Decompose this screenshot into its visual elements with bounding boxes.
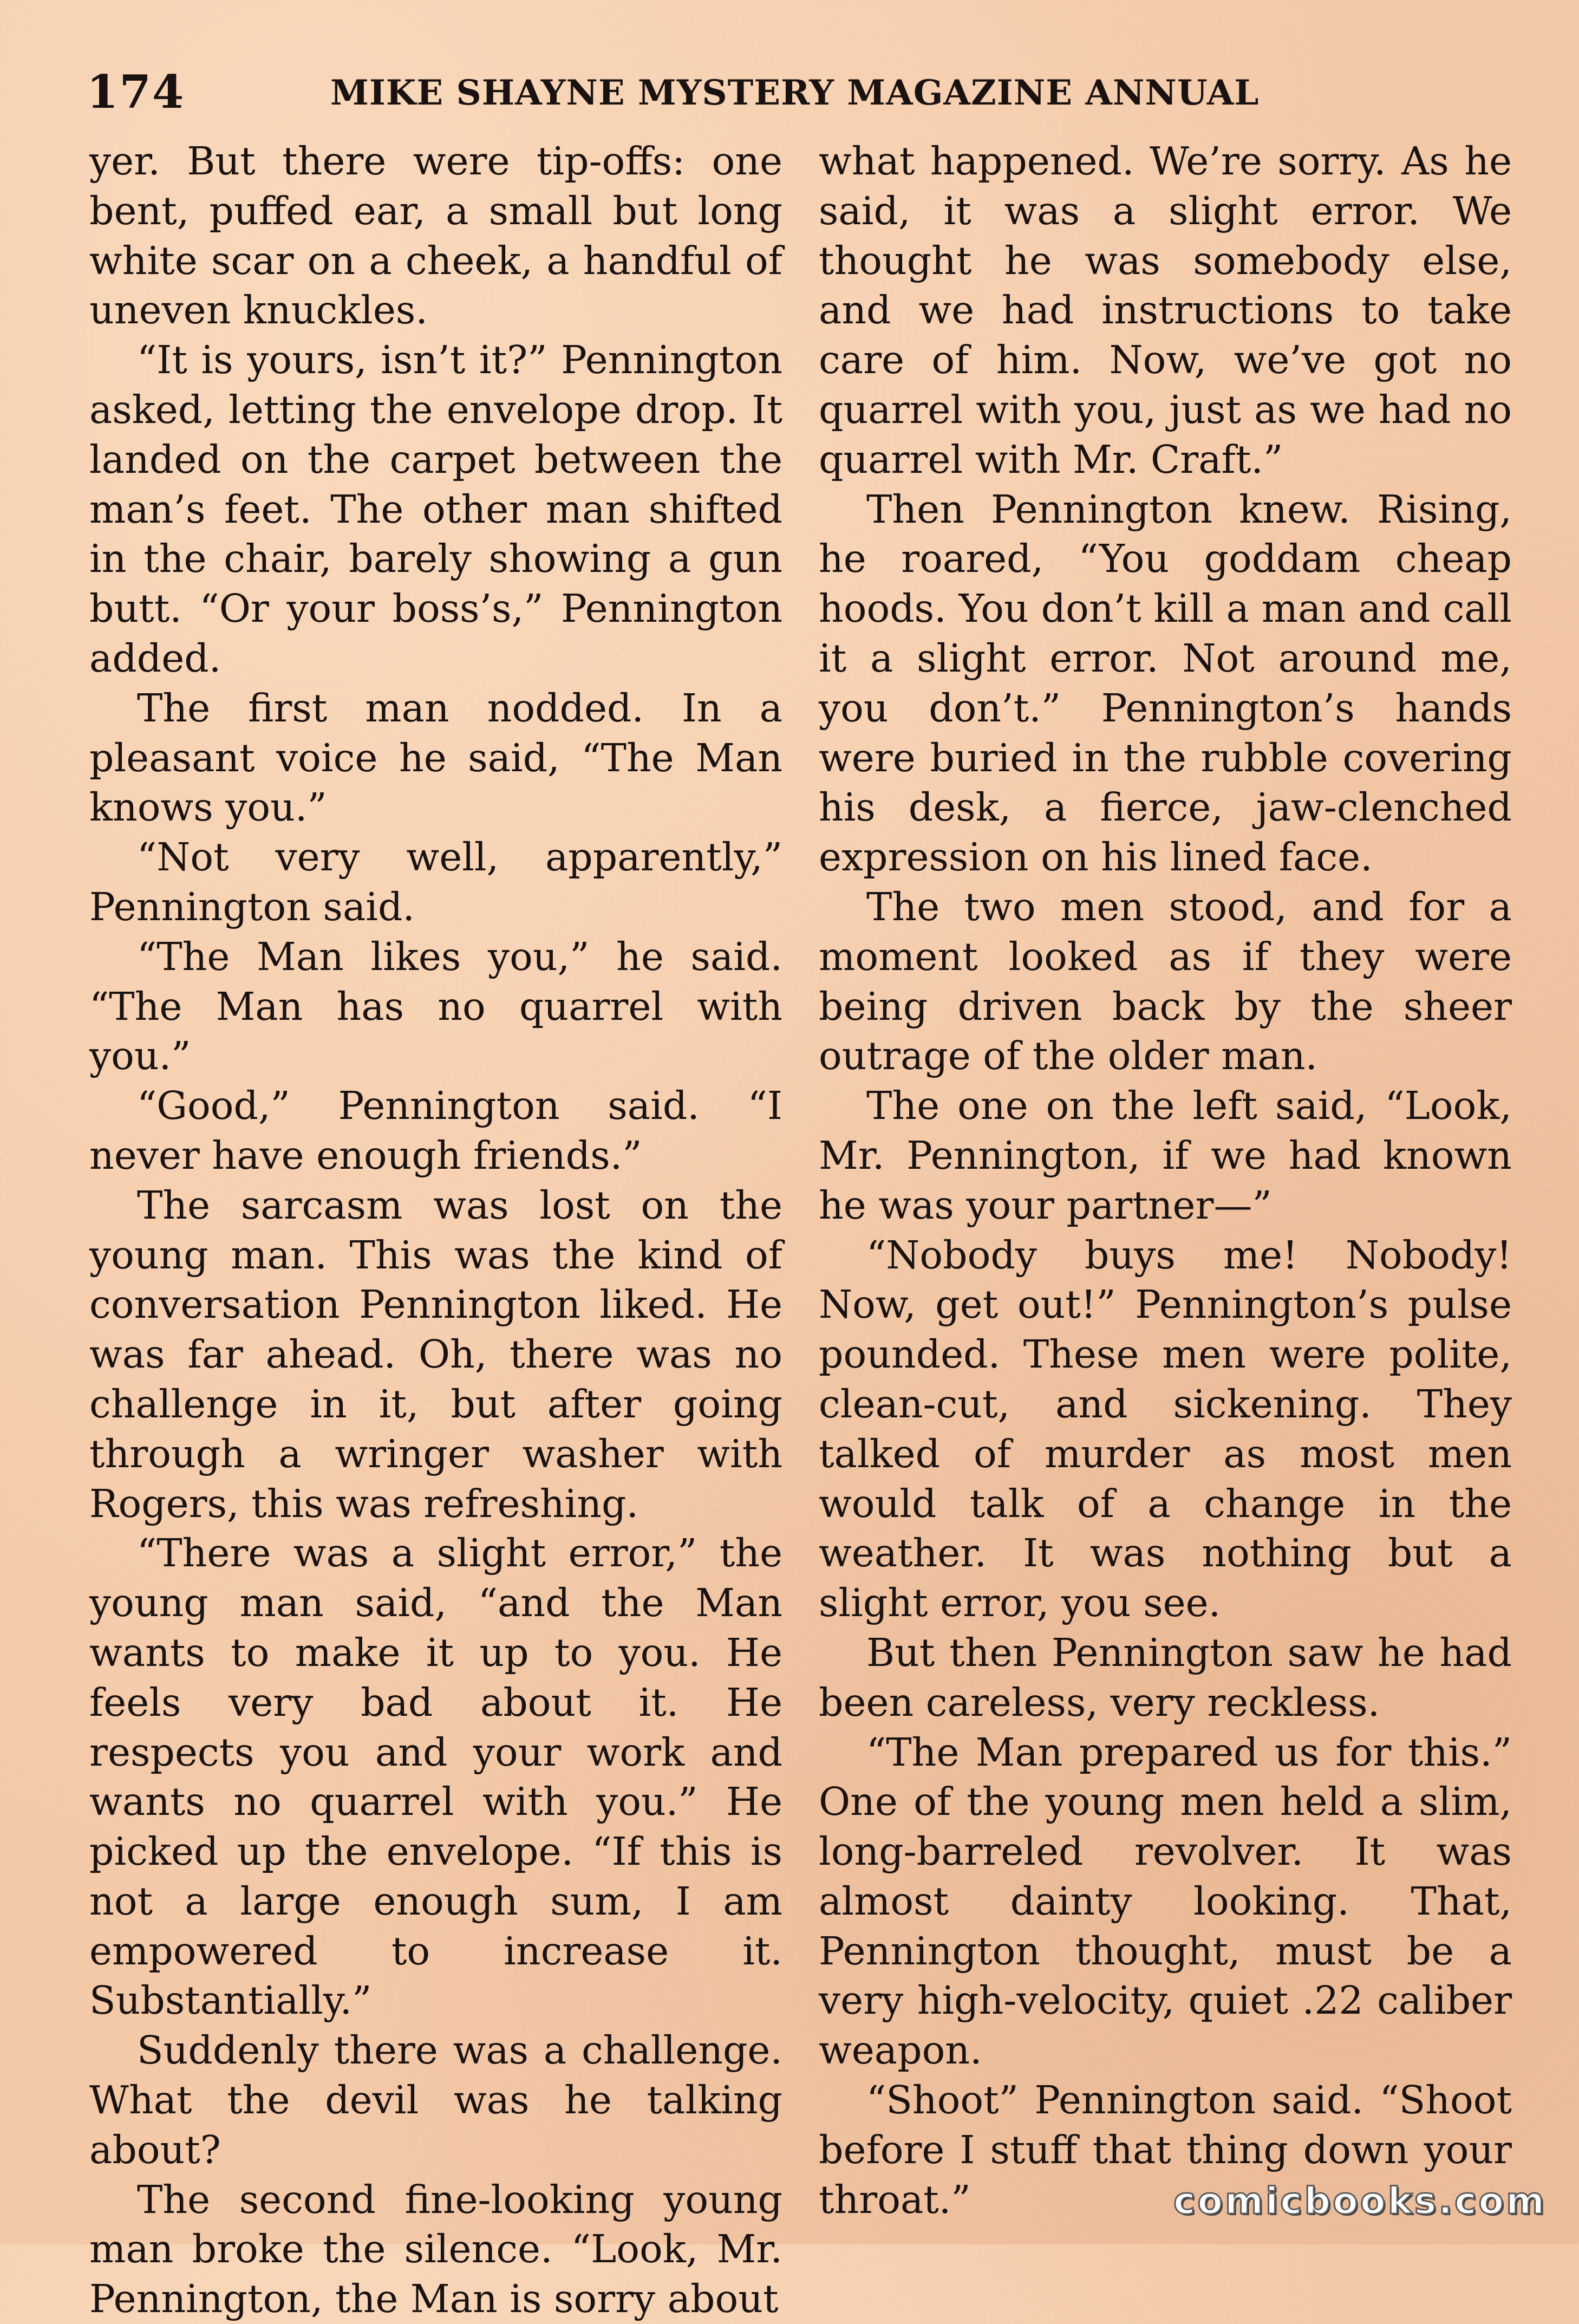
paragraph: Suddenly there was a challenge. What the devil was he talking about?: [89, 2028, 782, 2172]
paragraph: “There was a slight error,” the young man said, “and the Man wants to make it up to you. He feels very bad about it. He respects you and your work and wants no quarrel with you.” He picked up the envelope. “If this is not a large enough sum, I am empowered to increase it. Substantially.”: [89, 1531, 782, 2023]
paragraph: The two men stood, and for a moment looked as if they were being driven back by the sheer outrage of the older man.: [819, 884, 1512, 1079]
paragraph: “Not very well, apparently,” Pennington said.: [89, 835, 782, 929]
paragraph: The first man nodded. In a pleasant voice he said, “The Man knows you.”: [89, 685, 782, 830]
paragraph: what happened. We’re sorry. As he said, it was a slight error. We thought he was somebody else, and we had instructions to take care of him. Now, we’ve got no quarrel with you, just as we had no quarrel with Mr. Craft.”: [819, 139, 1512, 482]
paragraph: “Nobody buys me! Nobody! Now, get out!” Pennington’s pulse pounded. These men were polite, clean-cut, and sickening. They talked of murder as most men would talk of a change in the weather. It was nothing but a slight error, you see.: [819, 1232, 1512, 1626]
left-text-column: [89, 136, 782, 2324]
paragraph: The one on the left said, “Look, Mr. Pennington, if we had known he was your partner—”: [819, 1083, 1512, 1228]
paragraph: yer. But there were tip-offs: one bent, puffed ear, a small but long white scar on a cheek, a handful of uneven knuckles.: [89, 139, 782, 333]
paragraph: “It is yours, isn’t it?” Pennington asked, letting the envelope drop. It landed on the carpet between the man’s feet. The other man shifted in the chair, barely showing a gun butt. “Or your boss’s,” Pennington added.: [89, 337, 782, 681]
paragraph: “Shoot” Pennington said. “Shoot before I stuff that thing down your throat.”: [819, 2078, 1512, 2222]
paragraph: The sarcasm was lost on the young man. This was the kind of conversation Pennington liked. He was far ahead. Oh, there was no challenge in it, but after going through a wringer washer with Rogers, this was refreshing.: [89, 1182, 782, 1526]
paragraph: But then Pennington saw he had been careless, very reckless.: [819, 1630, 1512, 1725]
paragraph: Then Pennington knew. Rising, he roared, “You goddam cheap hoods. You don’t kill a man and call it a slight error. Not around me, you don’t.” Pennington’s hands were buried in the rubble covering his desk, a fierce, jaw-clenched expression on his lined face.: [819, 486, 1512, 880]
paragraph: “The Man prepared us for this.” One of the young men held a slim, long-barreled revolver. It was almost dainty looking. That, Pennington thought, must be a very high-velocity, quiet .22 caliber weapon.: [819, 1729, 1512, 2073]
running-head: [87, 65, 1495, 125]
watermark: comicbooks.com: [1173, 2180, 1547, 2223]
page-number: 174: [87, 65, 185, 119]
paragraph: “Good,” Pennington said. “I never have enough friends.”: [89, 1083, 782, 1178]
right-text-column: [819, 136, 1512, 2224]
paragraph: “The Man likes you,” he said. “The Man has no quarrel with you.”: [89, 934, 782, 1079]
magazine-title: MIKE SHAYNE MYSTERY MAGAZINE ANNUAL: [330, 73, 1260, 113]
paragraph: The second fine-looking young man broke the silence. “Look, Mr. Pennington, the Man is sorry about: [89, 2177, 782, 2322]
